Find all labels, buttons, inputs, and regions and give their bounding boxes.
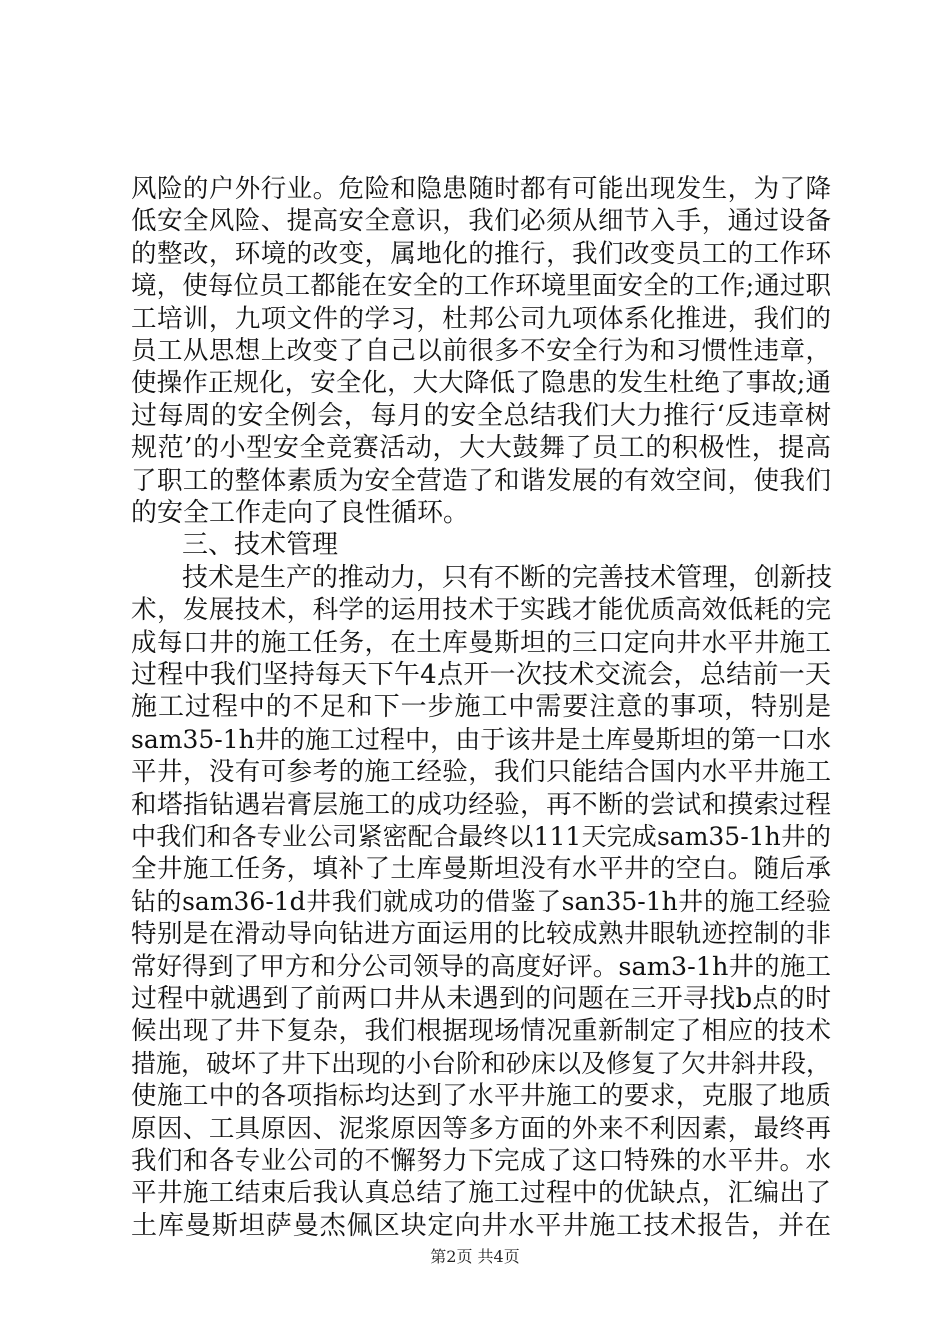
body-line: 平井施工结束后我认真总结了施工过程中的优缺点，汇编出了 [131, 1178, 831, 1209]
body-line: 使施工中的各项指标均达到了水平井施工的要求，克服了地质 [131, 1081, 831, 1112]
body-line: 过程中我们坚持每天下午4点开一次技术交流会，总结前一天 [131, 660, 831, 690]
body-line: 全井施工任务，填补了土库曼斯坦没有水平井的空白。随后承 [131, 854, 831, 885]
body-line: 过每周的安全例会，每月的安全总结我们大力推行‘反违章树 [131, 400, 831, 431]
body-line: 境，使每位员工都能在安全的工作环境里面安全的工作;通过职 [131, 271, 831, 302]
page-number-footer: 第2页 共4页 [430, 1247, 520, 1267]
body-line: 特别是在滑动导向钻进方面运用的比较成熟井眼轨迹控制的非 [131, 919, 831, 950]
body-line: 平井，没有可参考的施工经验，我们只能结合国内水平井施工 [131, 757, 831, 788]
body-line: sam35-1h井的施工过程中，由于该井是土库曼斯坦的第一口水 [131, 724, 831, 754]
body-line: 我们和各专业公司的不懈努力下完成了这口特殊的水平井。水 [131, 1146, 831, 1176]
section-heading: 三、技术管理 [182, 530, 339, 561]
body-line: 过程中就遇到了前两口井从未遇到的问题在三开寻找b点的时 [131, 984, 831, 1014]
body-line: 使操作正规化，安全化，大大降低了隐患的发生杜绝了事故;通 [131, 368, 831, 399]
body-line: 规范’的小型安全竞赛活动，大大鼓舞了员工的积极性，提高 [131, 433, 831, 464]
body-line: 常好得到了甲方和分公司领导的高度好评。sam3-1h井的施工 [131, 951, 831, 982]
body-line: 工培训，九项文件的学习，杜邦公司九项体系化推进，我们的 [131, 303, 831, 334]
body-line: 候出现了井下复杂，我们根据现场情况重新制定了相应的技术 [131, 1016, 831, 1047]
body-line: 了职工的整体素质为安全营造了和谐发展的有效空间，使我们 [131, 465, 831, 496]
body-line: 低安全风险、提高安全意识，我们必须从细节入手，通过设备 [131, 206, 831, 237]
body-line: 和塔指钻遇岩膏层施工的成功经验，再不断的尝试和摸索过程 [131, 789, 831, 820]
body-line: 员工从思想上改变了自己以前很多不安全行为和习惯性违章， [131, 336, 831, 366]
body-line: 术，发展技术，科学的运用技术于实践才能优质高效低耗的完 [131, 595, 831, 626]
body-line: 中我们和各专业公司紧密配合最终以111天完成sam35-1h井的 [131, 822, 831, 851]
body-line: 的整改，环境的改变，属地化的推行，我们改变员工的工作环 [131, 238, 831, 269]
body-line: 成每口井的施工任务，在土库曼斯坦的三口定向井水平井施工 [131, 627, 831, 658]
body-line: 施工过程中的不足和下一步施工中需要注意的事项，特别是 [131, 692, 831, 723]
body-line: 的安全工作走向了良性循环。 [131, 498, 470, 528]
body-line: 风险的户外行业。危险和隐患随时都有可能出现发生，为了降 [131, 174, 831, 204]
body-line: 技术是生产的推动力，只有不断的完善技术管理，创新技 [182, 562, 833, 593]
body-line: 原因、工具原因、泥浆原因等多方面的外来不利因素，最终再 [131, 1113, 831, 1144]
body-line: 措施，破坏了井下出现的小台阶和砂床以及修复了欠井斜井段， [131, 1048, 832, 1078]
body-line: 土库曼斯坦萨曼杰佩区块定向井水平井施工技术报告，并在 [131, 1210, 831, 1241]
body-line: 钻的sam36-1d井我们就成功的借鉴了san35-1h井的施工经验 [131, 886, 831, 916]
